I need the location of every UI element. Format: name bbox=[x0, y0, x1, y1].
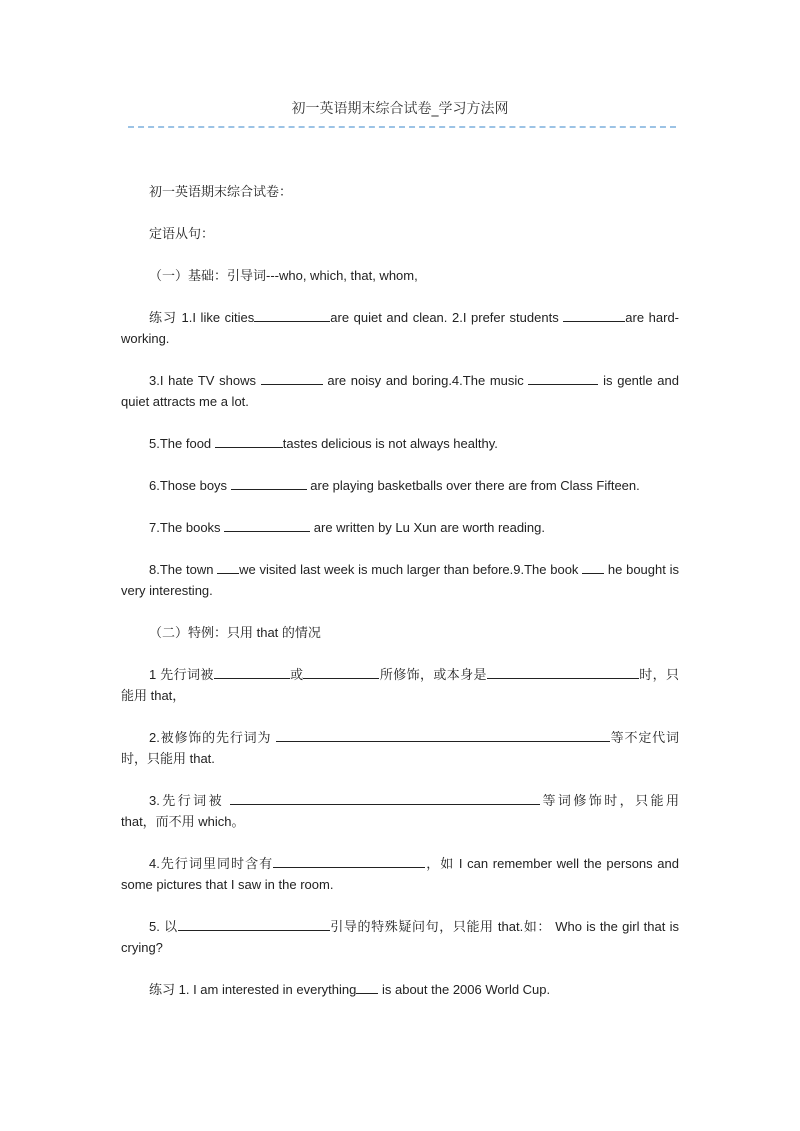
text: are playing basketballs over there are from Class Fifteen. bbox=[306, 478, 640, 493]
document-title: 初一英语期末综合试卷： bbox=[149, 184, 293, 199]
practice-1 bbox=[121, 979, 679, 1000]
text: 所修饰，或本身是 bbox=[379, 667, 487, 682]
text: ，如 I can remember well the persons and some pictures that I saw in the room. bbox=[121, 856, 679, 892]
rule-2 bbox=[121, 727, 679, 769]
blank-field[interactable] bbox=[582, 559, 604, 574]
text: are quiet and clean. 2.I prefer students bbox=[330, 310, 564, 325]
text: 4.先行词里同时含有 bbox=[149, 856, 274, 871]
header-divider bbox=[128, 126, 676, 128]
rule-5 bbox=[121, 916, 679, 958]
blank-field[interactable] bbox=[356, 979, 378, 994]
blank-field[interactable] bbox=[214, 664, 290, 679]
blank-field[interactable] bbox=[231, 475, 307, 490]
text: 练习 1. I am interested in everything bbox=[149, 982, 357, 997]
text: 5. 以 bbox=[149, 919, 178, 934]
blank-field[interactable] bbox=[528, 370, 598, 385]
exercise-1-2 bbox=[121, 307, 679, 349]
rule-4 bbox=[121, 853, 679, 895]
text: 时，只能用 that， bbox=[121, 667, 679, 703]
section-heading: 定语从句： bbox=[149, 226, 215, 241]
text: 1 先行词被 bbox=[149, 667, 214, 682]
blank-field[interactable] bbox=[230, 790, 540, 805]
exercise-7 bbox=[121, 517, 679, 538]
part2-heading: （二）特例：只用 that 的情况 bbox=[149, 625, 321, 640]
blank-field[interactable] bbox=[276, 727, 610, 742]
exercise-3-4 bbox=[121, 370, 679, 412]
exercise-5 bbox=[121, 433, 679, 454]
blank-field[interactable] bbox=[224, 517, 310, 532]
text: 等不定代词时，只能用 that. bbox=[121, 730, 679, 766]
blank-field[interactable] bbox=[261, 370, 323, 385]
text: is gentle and quiet attracts me a lot. bbox=[121, 373, 679, 409]
text: 2.被修饰的先行词为 bbox=[149, 730, 276, 745]
blank-field[interactable] bbox=[563, 307, 625, 322]
blank-field[interactable] bbox=[178, 916, 330, 931]
text: 5.The food bbox=[149, 436, 215, 451]
text: 3.I hate TV shows bbox=[149, 373, 261, 388]
text: are hard-working. bbox=[121, 310, 680, 346]
text: 练习 1.I like cities bbox=[149, 310, 255, 325]
blank-field[interactable] bbox=[215, 433, 283, 448]
page-header-title: 初一英语期末综合试卷_学习方法网 bbox=[291, 101, 509, 117]
text: is about the 2006 World Cup. bbox=[378, 982, 551, 997]
text: we visited last week is much larger than before.9.The book bbox=[239, 562, 583, 577]
rule-3 bbox=[121, 790, 679, 832]
text: 引导的特殊疑问句，只能用 that.如： Who is the girl that is crying? bbox=[121, 919, 679, 955]
text: are written by Lu Xun are worth reading. bbox=[310, 520, 546, 535]
text: tastes delicious is not always healthy. bbox=[282, 436, 498, 451]
text: are noisy and boring.4.The music bbox=[322, 373, 529, 388]
part1-heading: （一）基础：引导词---who, which, that, whom, bbox=[149, 268, 418, 283]
text: 8.The town bbox=[149, 562, 218, 577]
text: 等词修饰时，只能用 that，而不用 which。 bbox=[121, 793, 679, 829]
blank-field[interactable] bbox=[303, 664, 379, 679]
rule-1 bbox=[121, 664, 679, 706]
text: 3.先行词被 bbox=[149, 793, 231, 808]
blank-field[interactable] bbox=[254, 307, 330, 322]
blank-field[interactable] bbox=[217, 559, 239, 574]
blank-field[interactable] bbox=[273, 853, 425, 868]
exercise-6 bbox=[121, 475, 679, 496]
text: 或 bbox=[289, 667, 304, 682]
text: 7.The books bbox=[149, 520, 225, 535]
text: he bought is very interesting. bbox=[121, 562, 679, 598]
exercise-8-9 bbox=[121, 559, 679, 601]
blank-field[interactable] bbox=[487, 664, 639, 679]
text: 6.Those boys bbox=[149, 478, 231, 493]
